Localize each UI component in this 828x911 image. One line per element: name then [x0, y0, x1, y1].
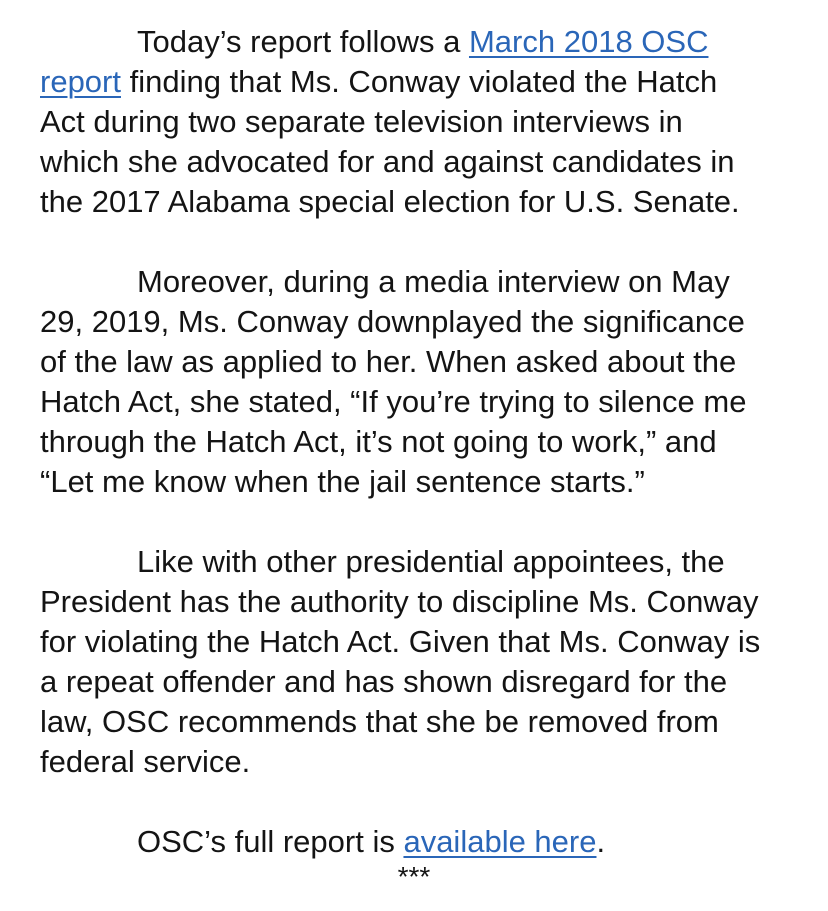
document-body — [40, 22, 800, 862]
paragraph-report-background — [40, 22, 800, 222]
paragraph-recommendation: Like with other presidential appointees, the President has the authority to discipline Ms. Conway for violating the Hatch Act. Given that Ms. Conway is a repeat offender and has shown disregard for the law, OSC recommends that she be removed from federal service. — [40, 544, 761, 779]
section-separator: *** — [397, 861, 431, 892]
paragraph-4-lead: OSC’s full report is — [137, 824, 404, 859]
paragraph-4-end: . — [596, 824, 606, 859]
march-2018-report-link[interactable]: March 2018 OSC report — [40, 24, 709, 99]
paragraph-1-lead: Today’s report follows a — [137, 24, 469, 59]
paragraph-media-interview: Moreover, during a media interview on May 29, 2019, Ms. Conway downplayed the significance of the law as applied to her. When asked about the Hatch Act, she stated, “If you’re trying to silence me through the Hatch Act, it’s not going to work,” and “Let me know when the jail sentence starts.” — [40, 264, 747, 499]
available-here-link[interactable]: available here — [403, 824, 597, 859]
paragraph-1-rest: finding that Ms. Conway violated the Hatch Act during two separate television interviews in which she advocated for and against candidates in the 2017 Alabama special election for U.S. Senate. — [40, 64, 740, 219]
paragraph-full-report — [40, 822, 800, 862]
